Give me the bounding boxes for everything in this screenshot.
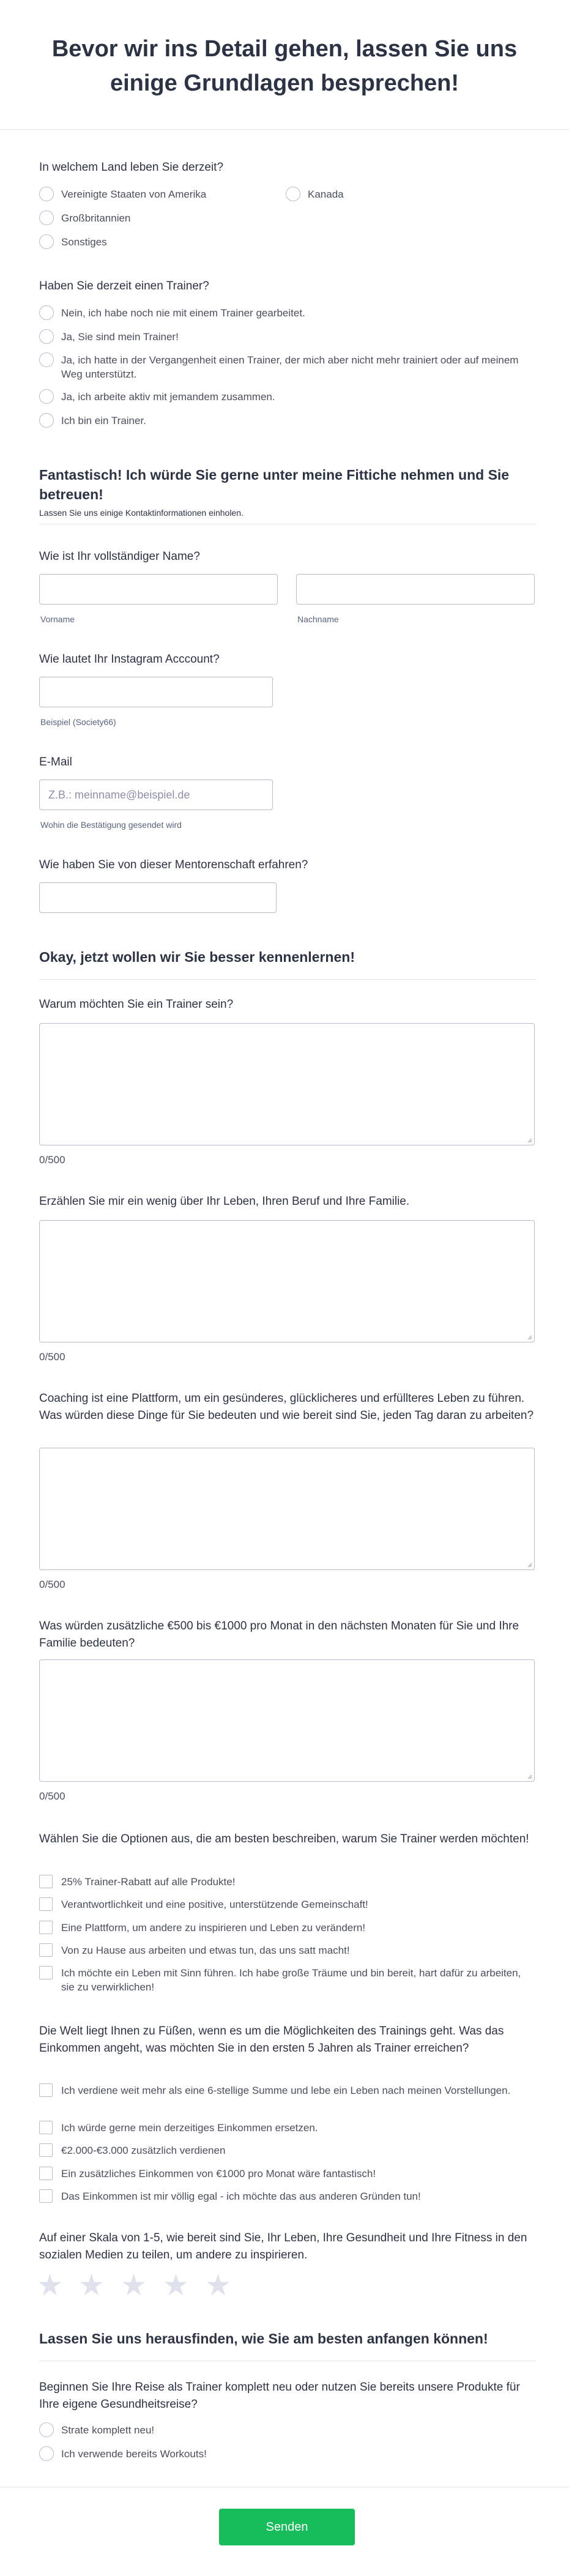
income-option-6figure[interactable]: [39, 2083, 535, 2098]
radio-circle[interactable]: [39, 187, 54, 201]
page-title: Bevor wir ins Detail gehen, lassen Sie uns einige Grundlagen besprechen!: [51, 36, 518, 96]
reason-option-purpose[interactable]: [39, 1966, 535, 1994]
trainer-option-never[interactable]: [39, 306, 535, 320]
contact-subheading: Lassen Sie uns einige Kontaktinformationen einholen.: [39, 508, 244, 518]
extra-income-question: Was würden zusätzliche €500 bis €1000 pro Monat in den nächsten Monaten für Sie und Ihre Familie bedeuten?: [39, 1620, 519, 1650]
email-question: E-Mail: [39, 756, 72, 769]
char-counter: 0/500: [39, 1351, 65, 1363]
radio-circle[interactable]: [39, 413, 54, 428]
radio-circle[interactable]: [39, 305, 54, 320]
life-textarea[interactable]: [39, 1220, 535, 1342]
option-label: Ich würde gerne mein derzeitiges Einkommen ersetzen.: [61, 2122, 318, 2134]
checkbox[interactable]: [39, 1966, 53, 1979]
life-question: Erzählen Sie mir ein wenig über Ihr Leben, Ihren Beruf und Ihre Familie.: [39, 1195, 410, 1208]
coaching-question: Coaching ist eine Plattform, um ein gesünderes, glücklicheres und erfüllteres Leben zu führen. Was würden diese Dinge für Sie bedeuten und wie bereit sind Sie, jeden Tag daran zu arbeiten?: [39, 1392, 534, 1422]
email-input[interactable]: [39, 780, 273, 810]
option-label: Kanada: [308, 188, 344, 200]
radio-circle[interactable]: [39, 352, 54, 367]
option-label: 25% Trainer-Rabatt auf alle Produkte!: [61, 1876, 236, 1888]
char-counter: 0/500: [39, 1579, 65, 1590]
checkbox[interactable]: [39, 2143, 53, 2157]
instagram-sublabel: Beispiel (Society66): [40, 717, 116, 727]
checkbox[interactable]: [39, 2167, 53, 2180]
first-name-input[interactable]: [39, 574, 278, 605]
radio-option-canada[interactable]: [286, 187, 344, 201]
option-label: Großbritannien: [61, 212, 131, 224]
option-label: Vereinigte Staaten von Amerika: [61, 188, 207, 200]
section-divider: [39, 979, 536, 980]
option-label: Ja, ich hatte in der Vergangenheit einen Trainer, der mich aber nicht mehr trainiert oder auf meinem Weg unterstützt.: [61, 354, 519, 380]
start-option-existing[interactable]: [39, 2447, 207, 2461]
rating-star-1-icon[interactable]: ★: [37, 2269, 64, 2302]
option-label: Strate komplett neu!: [61, 2424, 155, 2436]
option-label: €2.000-€3.000 zusätzlich verdienen: [61, 2145, 226, 2156]
instagram-question: Wie lautet Ihr Instagram Acccount?: [39, 653, 220, 666]
checkbox[interactable]: [39, 2083, 53, 2097]
radio-circle[interactable]: [286, 187, 300, 201]
about-heading: Okay, jetzt wollen wir Sie besser kennenlernen!: [39, 949, 355, 965]
income-question: Die Welt liegt Ihnen zu Füßen, wenn es um die Möglichkeiten des Trainings geht. Was das Einkommen angeht, was möchten Sie in den ersten 5 Jahren als Trainer erreichen?: [39, 2025, 504, 2055]
reason-option-home[interactable]: [39, 1943, 535, 1957]
radio-circle[interactable]: [39, 2446, 54, 2461]
char-counter: 0/500: [39, 1790, 65, 1802]
last-name-sublabel: Nachname: [297, 614, 339, 624]
start-heading: Lassen Sie uns herausfinden, wie Sie am besten anfangen können!: [39, 2331, 488, 2347]
option-label: Ja, Sie sind mein Trainer!: [61, 331, 179, 343]
mentorship-input[interactable]: [39, 882, 277, 913]
radio-option-uk[interactable]: [39, 211, 130, 225]
option-label: Ich bin ein Trainer.: [61, 415, 146, 426]
extra-income-textarea[interactable]: [39, 1659, 535, 1782]
income-option-2000[interactable]: [39, 2143, 535, 2157]
rating-star-3-icon[interactable]: ★: [121, 2269, 147, 2302]
rating-star-4-icon[interactable]: ★: [163, 2269, 190, 2302]
option-label: Ich möchte ein Leben mit Sinn führen. Ich habe große Träume und bin bereit, hart dafür zu arbeiten, sie zu verwirklichen!: [61, 1967, 521, 1993]
option-label: Ich verdiene weit mehr als eine 6-stellige Summe und lebe ein Leben nach meinen Vorstellungen.: [61, 2085, 511, 2096]
checkbox[interactable]: [39, 1943, 53, 1957]
radio-circle[interactable]: [39, 2422, 54, 2437]
trainer-option-past[interactable]: [39, 353, 535, 381]
trainer-option-you[interactable]: [39, 330, 535, 344]
start-question: Beginnen Sie Ihre Reise als Trainer komplett neu oder nutzen Sie bereits unsere Produkte für Ihre eigene Gesundheitsreise?: [39, 2381, 520, 2411]
rating-star-2-icon[interactable]: ★: [78, 2269, 105, 2302]
why-trainer-textarea[interactable]: [39, 1023, 535, 1145]
radio-option-other[interactable]: [39, 235, 107, 249]
income-option-replace[interactable]: [39, 2121, 535, 2135]
trainer-question: Haben Sie derzeit einen Trainer?: [39, 280, 209, 292]
resize-grip-icon[interactable]: [526, 1334, 532, 1340]
why-trainer-question: Warum möchten Sie ein Trainer sein?: [39, 998, 234, 1011]
option-label: Sonstiges: [61, 236, 107, 248]
option-label: Von zu Hause aus arbeiten und etwas tun, das uns satt macht!: [61, 1945, 350, 1956]
form-header: [0, 0, 569, 130]
mentorship-question: Wie haben Sie von dieser Mentorenschaft erfahren?: [39, 858, 308, 871]
rating-question: Auf einer Skala von 1-5, wie bereit sind Sie, Ihr Leben, Ihre Gesundheit und Ihre Fitness in den sozialen Medien zu teilen, um andere zu inspirieren.: [39, 2232, 527, 2261]
radio-option-usa[interactable]: [39, 187, 206, 201]
submit-button[interactable]: Senden: [219, 2509, 355, 2545]
income-option-dontcare[interactable]: [39, 2189, 535, 2203]
reason-option-community[interactable]: [39, 1897, 535, 1912]
instagram-input[interactable]: [39, 677, 273, 707]
start-option-new[interactable]: [39, 2423, 154, 2437]
checkbox[interactable]: [39, 2121, 53, 2134]
char-counter: 0/500: [39, 1154, 65, 1166]
resize-grip-icon[interactable]: [526, 1137, 532, 1143]
coaching-textarea[interactable]: [39, 1448, 535, 1570]
radio-circle[interactable]: [39, 210, 54, 225]
option-label: Eine Plattform, um andere zu inspirieren und Leben zu verändern!: [61, 1922, 366, 1934]
checkbox[interactable]: [39, 2189, 53, 2203]
last-name-input[interactable]: [296, 574, 535, 605]
checkbox[interactable]: [39, 1921, 53, 1934]
option-label: Das Einkommen ist mir völlig egal - ich möchte das aus anderen Gründen tun!: [61, 2191, 421, 2202]
checkbox[interactable]: [39, 1875, 53, 1888]
option-label: Ein zusätzliches Einkommen von €1000 pro Monat wäre fantastisch!: [61, 2168, 376, 2180]
country-question: In welchem Land leben Sie derzeit?: [39, 161, 224, 174]
checkbox[interactable]: [39, 1897, 53, 1911]
option-label: Nein, ich habe noch nie mit einem Trainer gearbeitet.: [61, 307, 305, 319]
name-question: Wie ist Ihr vollständiger Name?: [39, 550, 200, 563]
resize-grip-icon[interactable]: [526, 1562, 532, 1568]
option-label: Ich verwende bereits Workouts!: [61, 2448, 207, 2460]
option-label: Verantwortlichkeit und eine positive, unterstützende Gemeinschaft!: [61, 1899, 368, 1910]
radio-circle[interactable]: [39, 329, 54, 344]
email-sublabel: Wohin die Bestätigung gesendet wird: [40, 820, 182, 830]
radio-circle[interactable]: [39, 234, 54, 249]
reason-option-discount[interactable]: [39, 1875, 535, 1889]
trainer-option-iam[interactable]: [39, 414, 535, 428]
reasons-question: Wählen Sie die Optionen aus, die am besten beschreiben, warum Sie Trainer werden möchten!: [39, 1833, 529, 1845]
income-option-1000[interactable]: [39, 2167, 535, 2181]
reason-option-platform[interactable]: [39, 1921, 535, 1935]
email-placeholder: Z.B.: meinname@beispiel.de: [48, 788, 190, 801]
rating-star-5-icon[interactable]: ★: [205, 2269, 232, 2302]
first-name-sublabel: Vorname: [40, 614, 75, 624]
contact-heading: Fantastisch! Ich würde Sie gerne unter meine Fittiche nehmen und Sie betreuen!: [39, 467, 510, 502]
option-label: Ja, ich arbeite aktiv mit jemandem zusammen.: [61, 391, 275, 403]
resize-grip-icon[interactable]: [526, 1773, 532, 1779]
radio-circle[interactable]: [39, 389, 54, 404]
trainer-option-active[interactable]: [39, 390, 535, 404]
